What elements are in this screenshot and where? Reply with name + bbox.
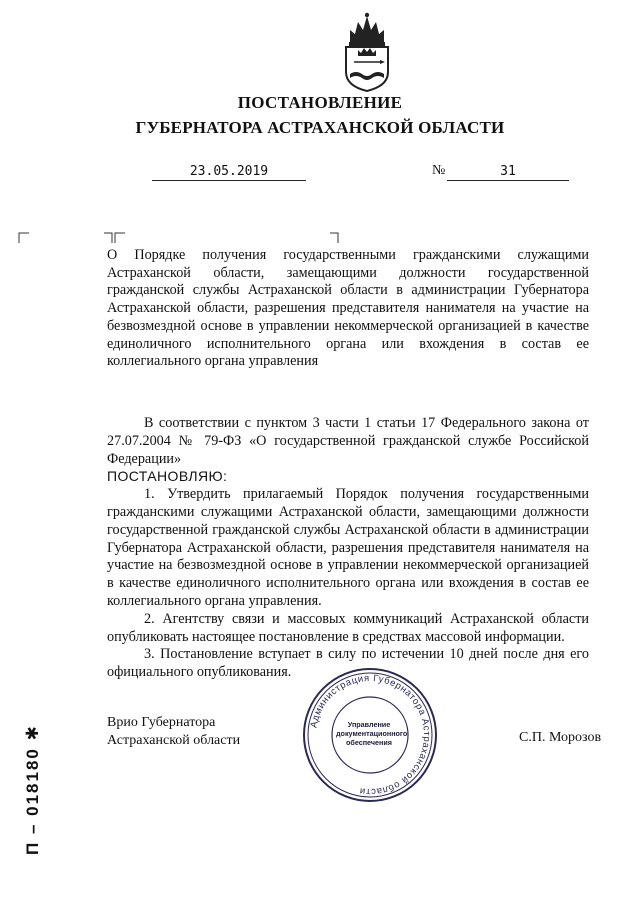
- signatory-position-line1: Врио Губернатора: [107, 715, 216, 730]
- astrakhan-coat-of-arms-icon: [336, 12, 398, 92]
- decree-heading: ПОСТАНОВЛЯЮ:: [107, 468, 228, 485]
- item-3-paragraph: 3. Постановление вступает в силу по истечении 10 дней после дня его официального опубликования.: [107, 646, 589, 681]
- corner-mark: [329, 232, 341, 244]
- serial-number: П – 018180 ✱: [23, 724, 42, 855]
- issuing-authority-title: ГУБЕРНАТОРА АСТРАХАНСКОЙ ОБЛАСТИ: [135, 118, 505, 137]
- signatory-name: С.П. Морозов: [519, 730, 602, 745]
- document-type-title: ПОСТАНОВЛЕНИЕ: [237, 93, 403, 112]
- stamp-center-text: [336, 720, 408, 747]
- signatory-position: [107, 714, 240, 750]
- corner-mark: [114, 232, 126, 244]
- item-2-paragraph: 2. Агентству связи и массовых коммуникаций Астраханской области опубликовать настоящее постановление в средствах массовой информации.: [107, 610, 589, 645]
- stamp-center-line1: Управление: [347, 720, 391, 729]
- signatory-position-line2: Астраханской области: [107, 733, 241, 748]
- document-body: [107, 415, 589, 682]
- document-number: 31: [447, 164, 569, 181]
- corner-mark: [18, 232, 30, 244]
- item-1-paragraph: 1. Утвердить прилагаемый Порядок получения государственными гражданскими служащими Астраханской области, замещающими должности государственной гражданской службы Астраханской области в администрации Губернатора Астраханской области, разрешения представителя нанимателя на участие на безвозмездной основе в управлении некоммерческой организацией в качестве единоличного исполнительного органа или вхождения в состав ее коллегиального органа управления.: [107, 486, 589, 609]
- stamp-center-line2: документационного: [336, 729, 408, 738]
- preamble-paragraph: В соответствии с пунктом 3 части 1 статьи 17 Федерального закона от 27.07.2004 № 79-ФЗ «О государственной гражданской службе Российской Федерации»: [107, 415, 589, 467]
- stamp-ring-text: Администрация Губернатора Астраханской области: [308, 672, 433, 798]
- document-subject: О Порядке получения государственными гражданскими служащими Астраханской области, замещающими должности государственной гражданской службы Астраханской области в администрации Губернатора Астраханской области, разрешения представителя нанимателя на участие на безвозмездной основе в управлении некоммерческой организацией в качестве единоличного исполнительного органа или вхождения в состав ее коллегиального органа управления: [107, 247, 589, 370]
- number-label: №: [432, 163, 446, 178]
- document-date: 23.05.2019: [152, 164, 306, 181]
- stamp-center-line3: обеспечения: [345, 738, 392, 747]
